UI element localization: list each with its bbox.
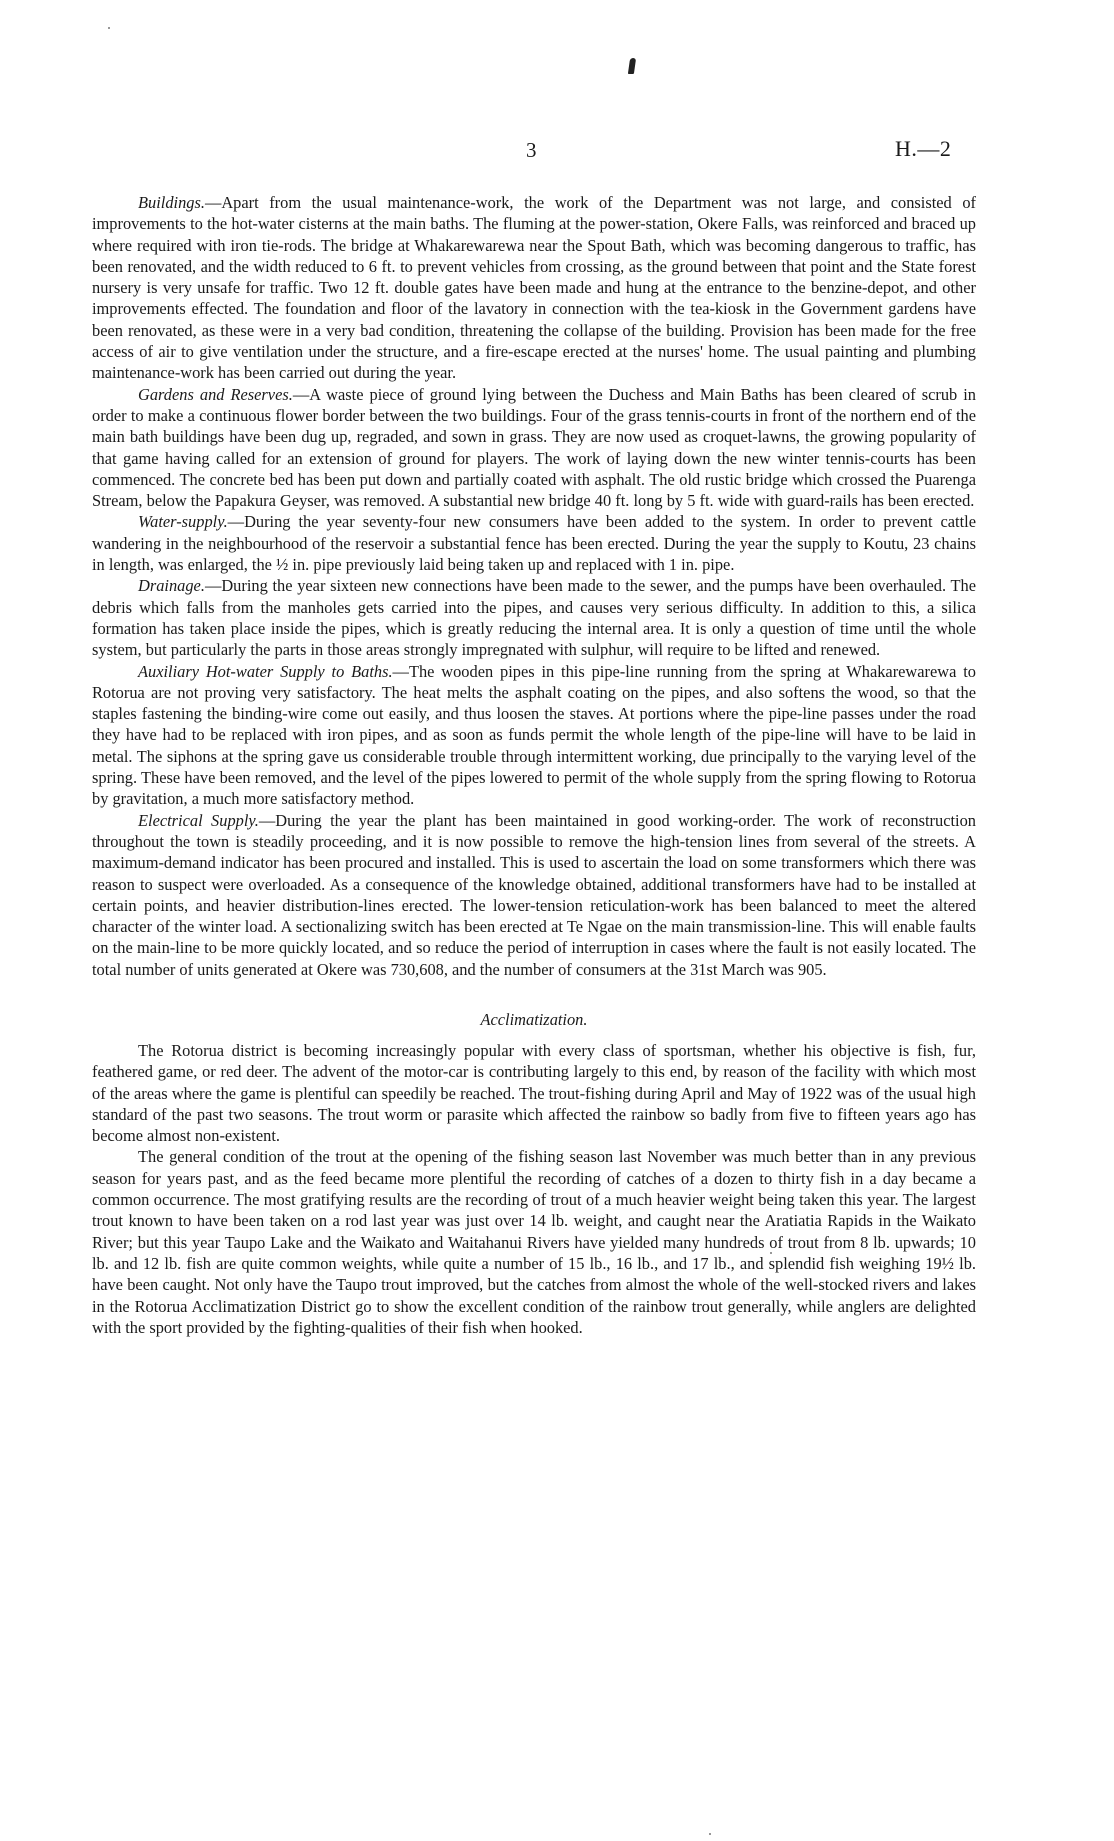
paragraph-text: —During the year the plant has been maintained in good working-order. The work of reconstruction throughout the town is steadily proceeding, and it is now possible to remove the high-tension lines from several of the streets. A maximum-demand indicator has been procured and installed. This is used to ascertain the load on some transformers which there was reason to suspect were overloaded. As a consequence of the knowledge obtained, additional transformers have had to be installed at certain points, and heavier distribution-lines erected. The lower-tension reticulation-work has been balanced to meet the altered character of the winter load. A sectionalizing switch has been erected at Te Ngae on the main transmission-line. This will enable faults on the main-line to be more quickly located, and so reduce the period of interruption in cases where the fault is not easily located. The total number of units generated at Okere was 730,608, and the number of consumers at the 31st March was 905. (92, 810, 976, 979)
paragraph-heading: Buildings. (138, 193, 205, 212)
paragraph-drainage (92, 575, 976, 660)
paragraph-heading: Auxiliary Hot-water Supply to Baths. (138, 661, 393, 681)
paragraph-heading: Gardens and Reserves. (138, 384, 293, 404)
paragraph-acclimatization-1: The Rotorua district is becoming increasingly popular with every class of sportsman, whether his objective is fish, fur, feathered game, or red deer. The advent of the motor-car is contributing largely to this end, by reason of the facility with which most of the areas where the game is plentiful can speedily be reached. The trout-fishing during April and May of 1922 was of the usual high standard of the past two seasons. The trout worm or parasite which affected the rainbow so badly from five to fifteen years ago has become almost non-existent. (92, 1040, 976, 1146)
paragraph-text: —A waste piece of ground lying between the Duchess and Main Baths has been cleared of scrub in order to make a continuous flower border between the two buildings. Four of the grass tennis-courts in front of the northern end of the main bath buildings have been dug up, regraded, and sown in grass. They are now used as croquet-lawns, the growing popularity of that game having called for an extension of ground for players. The work of laying down the new winter tennis-courts has been commenced. The concrete bed has been put down and partially coated with asphalt. The old rustic bridge which crossed the Puarenga Stream, below the Papakura Geyser, was removed. A substantial new bridge 40 ft. long by 5 ft. wide with guard-rails has been erected. (92, 384, 976, 511)
scan-speck (108, 27, 110, 29)
paragraph-text: —During the year seventy-four new consumers have been added to the system. In order to prevent cattle wandering in the neighbourhood of the reservoir a substantial fence has been erected. During the year the supply to Koutu, 23 chains in length, was enlarged, the ½ in. pipe previously laid being taken up and replaced with 1 in. pipe. (92, 512, 976, 575)
paragraph-electrical-supply (92, 810, 976, 980)
document-reference: H.—2 (895, 136, 952, 161)
scan-speck (709, 1833, 711, 1835)
paragraph-acclimatization-2: The general condition of the trout at the opening of the fishing season last November was much better than in any previous season for years past, and as the feed became more plentiful the recording of catches of a dozen to thirty fish in a day became a common occurrence. The most gratifying results are the recording of trout of a much heavier weight being taken this year. The largest trout known to have been taken on a rod last year was just over 14 lb. weight, and caught near the Aratiatia Rapids in the Waikato River; but this year Taupo Lake and the Waikato and Waitahanui Rivers have yielded many hundreds of trout from 8 lb. upwards; 10 lb. and 12 lb. fish are quite common weights, while quite a number of 15 lb., 16 lb., and 17 lb., and splendid fish weighing 19½ lb. have been caught. Not only have the Taupo trout improved, but the catches from almost the whole of the well-stocked rivers and lakes in the Rotorua Acclimatization District go to show the excellent condition of the rainbow trout generally, while anglers are delighted with the sport provided by the fighting-qualities of their fish when hooked. (92, 1147, 976, 1337)
paragraph-buildings (92, 192, 976, 384)
paragraph-text: —During the year sixteen new connections have been made to the sewer, and the pumps have been overhauled. The debris which falls from the manholes gets carried into the pipes, and causes very serious difficulty. In addition to this, a silica formation has taken place inside the pipes, which is greatly reducing the internal area. It is only a question of time until the whole system, but particularly the parts in those areas strongly impregnated with sulphur, will require to be lifted and renewed. (92, 576, 976, 660)
page-number: 3 (526, 138, 537, 162)
paragraph-text: —The wooden pipes in this pipe-line running from the spring at Whakarewarewa to Rotorua are not proving very satisfactory. The heat melts the asphalt coating on the pipes, and also softens the wood, so that the staples fastening the binding-wire come out easily, and thus loosen the staves. At portions where the pipe-line passes under the road they have had to be replaced with iron pipes, and as soon as funds permit the whole length of the pipe-line will have to be laid in metal. The siphons at the spring gave us considerable trouble through intermittent working, due principally to the varying level of the spring. These have been removed, and the level of the pipes lowered to permit of the whole supply from the spring flowing to Rotorua by gravitation, a much more satisfactory method. (92, 661, 976, 809)
paragraph-gardens-reserves (92, 384, 976, 512)
paragraph-heading: Drainage. (138, 576, 205, 596)
paragraph-water-supply (92, 511, 976, 575)
section-title-acclimatization: Acclimatization. (480, 1009, 588, 1029)
paragraph-heading: Electrical Supply. (138, 810, 259, 830)
paragraph-text: —Apart from the usual maintenance-work, the work of the Department was not large, and consisted of improvements to the hot-water cisterns at the main baths. The fluming at the power-station, Okere Falls, was reinforced and braced up where required with iron tie-rods. The bridge at Whakarewarewa near the Spout Bath, which was becoming dangerous to traffic, has been renovated, and the width reduced to 6 ft. to prevent vehicles from crossing, as the ground between that point and the State forest nursery is very unsafe for traffic. Two 12 ft. double gates have been made and hung at the entrance to the benzine-depot, and other improvements effected. The foundation and floor of the lavatory in connection with the tea-kiosk in the Government gardens have been renovated, as these were in a very bad condition, threatening the collapse of the building. Provision has been made for the free access of air to give ventilation under the structure, and a fire-escape erected at the nurses' home. The usual painting and plumbing maintenance-work has been carried out during the year. (92, 193, 976, 383)
page-top-mark (628, 58, 636, 74)
page-body (92, 192, 976, 1338)
paragraph-heading: Water-supply. (138, 512, 228, 532)
paragraph-auxiliary-hot-water (92, 661, 976, 810)
